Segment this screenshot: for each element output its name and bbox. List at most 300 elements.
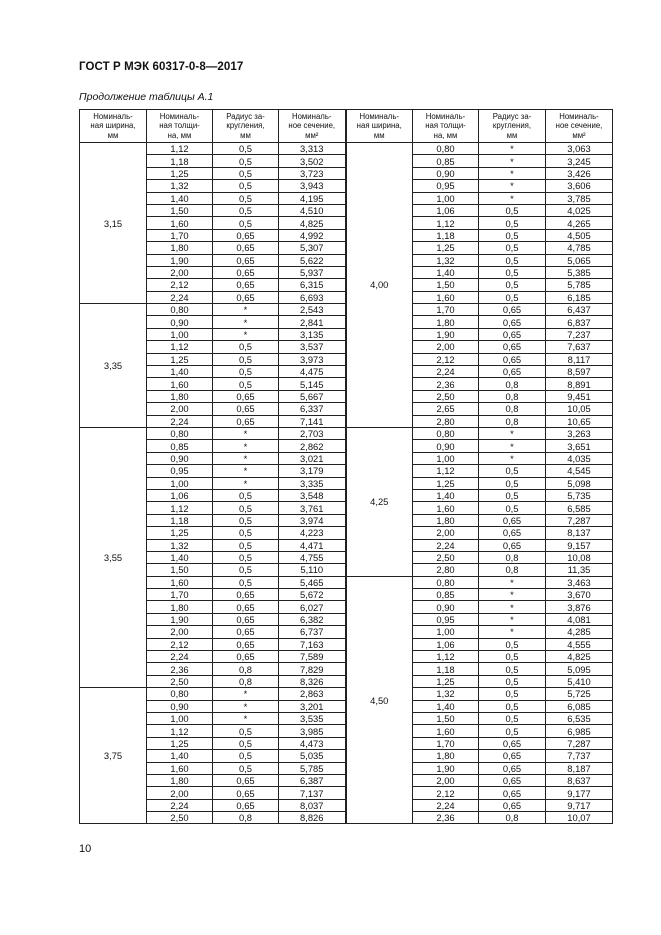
section-cell: 2,543 [279,304,346,316]
radius-cell: 0,65 [479,328,546,340]
radius-cell: 0,5 [479,477,546,489]
radius-cell: 0,5 [479,204,546,216]
radius-cell: 0,5 [213,737,279,749]
radius-cell: * [479,626,546,638]
section-cell: 8,117 [546,353,613,365]
section-cell: 8,187 [546,762,613,774]
section-cell: 5,735 [546,489,613,501]
radius-cell: * [479,589,546,601]
thickness-cell: 2,24 [147,415,213,427]
thickness-cell: 2,00 [413,341,479,353]
radius-cell: 0,5 [213,539,279,551]
thickness-cell: 0,90 [413,601,479,613]
radius-cell: 0,5 [479,279,546,291]
thickness-cell: 2,80 [413,415,479,427]
section-cell: 9,451 [546,390,613,402]
section-cell: 4,081 [546,613,613,625]
radius-cell: 0,65 [213,626,279,638]
section-cell: 3,985 [279,725,346,737]
section-cell: 5,065 [546,254,613,266]
thickness-cell: 1,32 [147,180,213,192]
section-cell: 6,437 [546,304,613,316]
thickness-cell: 1,50 [147,564,213,576]
radius-cell: 0,5 [479,712,546,724]
radius-cell: 0,5 [479,489,546,501]
thickness-cell: 2,12 [147,279,213,291]
thickness-cell: 1,12 [147,341,213,353]
section-cell: 7,141 [279,415,346,427]
thickness-cell: 1,12 [413,651,479,663]
thickness-cell: 1,50 [147,204,213,216]
radius-cell: 0,65 [213,589,279,601]
section-cell: 3,785 [546,192,613,204]
section-cell: 7,287 [546,737,613,749]
radius-cell: * [213,700,279,712]
section-cell: 8,326 [279,675,346,687]
thickness-cell: 1,40 [147,750,213,762]
radius-cell: * [213,328,279,340]
radius-cell: 0,65 [213,601,279,613]
section-cell: 5,098 [546,477,613,489]
section-cell: 8,037 [279,799,346,811]
radius-cell: 0,5 [213,502,279,514]
thickness-cell: 1,12 [413,465,479,477]
section-cell: 6,387 [279,774,346,786]
section-cell: 10,65 [546,415,613,427]
section-cell: 3,201 [279,700,346,712]
thickness-cell: 1,40 [413,266,479,278]
table-caption: Продолжение таблицы А.1 [79,91,214,103]
section-cell: 3,670 [546,589,613,601]
section-cell: 9,717 [546,799,613,811]
thickness-cell: 2,36 [413,812,479,824]
radius-cell: * [479,440,546,452]
nominal-width-cell: 4,00 [346,143,413,428]
section-cell: 3,063 [546,143,613,155]
radius-cell: 0,65 [213,787,279,799]
section-cell: 6,837 [546,316,613,328]
radius-cell: 0,65 [213,403,279,415]
radius-cell: 0,5 [213,378,279,390]
thickness-cell: 0,95 [413,613,479,625]
section-cell: 4,505 [546,229,613,241]
radius-cell: * [213,440,279,452]
page-number: 10 [79,843,92,855]
table-row [80,427,613,439]
section-cell: 3,606 [546,180,613,192]
thickness-cell: 1,80 [413,316,479,328]
section-cell: 8,891 [546,378,613,390]
thickness-cell: 2,24 [413,799,479,811]
thickness-cell: 1,80 [413,514,479,526]
thickness-cell: 2,36 [413,378,479,390]
section-cell: 6,027 [279,601,346,613]
radius-cell: 0,5 [213,341,279,353]
section-cell: 3,974 [279,514,346,526]
thickness-cell: 1,40 [413,489,479,501]
thickness-cell: 1,32 [413,688,479,700]
radius-cell: 0,65 [213,279,279,291]
radius-cell: 0,5 [213,143,279,155]
thickness-cell: 1,60 [413,291,479,303]
section-cell: 5,385 [546,266,613,278]
section-cell: 8,137 [546,527,613,539]
nominal-width-cell: 3,55 [80,427,147,687]
section-cell: 7,237 [546,328,613,340]
radius-cell: 0,65 [479,774,546,786]
radius-cell: 0,65 [479,799,546,811]
section-cell: 5,725 [546,688,613,700]
thickness-cell: 1,60 [147,378,213,390]
nominal-width-cell: 4,50 [346,576,413,824]
thickness-cell: 1,40 [147,192,213,204]
radius-cell: 0,5 [479,725,546,737]
section-cell: 2,703 [279,427,346,439]
section-cell: 5,622 [279,254,346,266]
section-cell: 3,723 [279,167,346,179]
radius-cell: 0,5 [213,180,279,192]
section-cell: 9,157 [546,539,613,551]
thickness-cell: 1,70 [413,737,479,749]
section-cell: 6,985 [546,725,613,737]
thickness-cell: 1,60 [413,502,479,514]
section-cell: 6,535 [546,712,613,724]
dimensions-table [79,109,613,824]
thickness-cell: 2,00 [147,787,213,799]
section-cell: 3,651 [546,440,613,452]
section-cell: 6,337 [279,403,346,415]
thickness-cell: 1,06 [413,638,479,650]
thickness-cell: 1,25 [147,353,213,365]
radius-cell: 0,5 [479,638,546,650]
nominal-width-cell: 3,15 [80,143,147,304]
section-cell: 5,307 [279,242,346,254]
section-cell: 4,471 [279,539,346,551]
section-cell: 5,095 [546,663,613,675]
radius-cell: 0,8 [479,390,546,402]
radius-cell: 0,5 [479,229,546,241]
thickness-cell: 1,50 [413,279,479,291]
thickness-cell: 1,18 [147,514,213,526]
section-cell: 4,195 [279,192,346,204]
section-cell: 5,410 [546,675,613,687]
thickness-cell: 0,80 [413,427,479,439]
radius-cell: 0,65 [213,291,279,303]
section-cell: 4,825 [546,651,613,663]
radius-cell: * [213,688,279,700]
table-body [80,143,613,824]
radius-cell: 0,65 [479,316,546,328]
radius-cell: * [479,576,546,588]
radius-cell: * [479,192,546,204]
thickness-cell: 2,00 [413,774,479,786]
section-cell: 7,589 [279,651,346,663]
section-cell: 4,992 [279,229,346,241]
radius-cell: 0,65 [213,266,279,278]
thickness-cell: 0,90 [147,700,213,712]
thickness-cell: 1,25 [413,477,479,489]
radius-cell: * [213,452,279,464]
radius-cell: * [479,155,546,167]
radius-cell: 0,65 [213,774,279,786]
radius-cell: 0,5 [213,353,279,365]
section-cell: 3,943 [279,180,346,192]
section-cell: 6,315 [279,279,346,291]
radius-cell: 0,65 [479,750,546,762]
radius-cell: 0,5 [479,663,546,675]
thickness-cell: 0,80 [147,427,213,439]
section-cell: 3,761 [279,502,346,514]
radius-cell: 0,5 [213,489,279,501]
section-cell: 3,021 [279,452,346,464]
radius-cell: * [213,477,279,489]
radius-cell: * [479,180,546,192]
radius-cell: 0,5 [213,762,279,774]
section-cell: 3,263 [546,427,613,439]
section-cell: 3,876 [546,601,613,613]
radius-cell: 0,5 [479,675,546,687]
section-cell: 7,637 [546,341,613,353]
thickness-cell: 2,50 [413,551,479,563]
radius-cell: 0,8 [479,564,546,576]
section-cell: 3,335 [279,477,346,489]
thickness-cell: 2,00 [147,626,213,638]
radius-cell: 0,8 [479,551,546,563]
section-cell: 7,737 [546,750,613,762]
radius-cell: 0,5 [479,242,546,254]
section-cell: 4,285 [546,626,613,638]
section-cell: 3,463 [546,576,613,588]
radius-cell: 0,65 [213,390,279,402]
radius-cell: 0,5 [479,688,546,700]
thickness-cell: 1,80 [147,601,213,613]
radius-cell: 0,5 [479,651,546,663]
thickness-cell: 1,18 [413,663,479,675]
radius-cell: 0,65 [479,514,546,526]
thickness-cell: 1,40 [147,551,213,563]
thickness-cell: 1,80 [413,750,479,762]
radius-cell: 0,5 [479,465,546,477]
section-cell: 8,637 [546,774,613,786]
section-cell: 6,382 [279,613,346,625]
section-cell: 5,785 [279,762,346,774]
radius-cell: 0,65 [213,229,279,241]
radius-cell: 0,65 [213,613,279,625]
radius-cell: 0,5 [479,700,546,712]
thickness-cell: 1,32 [413,254,479,266]
radius-cell: 0,5 [213,725,279,737]
radius-cell: 0,65 [213,415,279,427]
section-cell: 4,473 [279,737,346,749]
radius-cell: 0,5 [479,217,546,229]
section-cell: 10,07 [546,812,613,824]
thickness-cell: 0,85 [147,440,213,452]
thickness-cell: 1,00 [147,328,213,340]
section-cell: 5,465 [279,576,346,588]
section-cell: 6,185 [546,291,613,303]
section-cell: 4,265 [546,217,613,229]
thickness-cell: 0,90 [147,452,213,464]
document-header: ГОСТ Р МЭК 60317-0-8—2017 [79,61,244,73]
section-cell: 4,785 [546,242,613,254]
table-row [80,576,613,588]
section-cell: 4,475 [279,366,346,378]
section-cell: 10,05 [546,403,613,415]
section-cell: 3,537 [279,341,346,353]
radius-cell: 0,65 [479,304,546,316]
thickness-cell: 1,80 [147,774,213,786]
section-cell: 4,755 [279,551,346,563]
radius-cell: 0,65 [479,353,546,365]
section-cell: 4,825 [279,217,346,229]
section-cell: 3,426 [546,167,613,179]
thickness-cell: 2,24 [413,539,479,551]
thickness-cell: 1,50 [413,712,479,724]
thickness-cell: 2,24 [147,651,213,663]
section-cell: 5,672 [279,589,346,601]
header-row [80,110,613,143]
radius-cell: 0,65 [479,341,546,353]
thickness-cell: 2,00 [147,266,213,278]
thickness-cell: 1,40 [147,366,213,378]
radius-cell: 0,65 [213,242,279,254]
thickness-cell: 0,90 [413,167,479,179]
section-cell: 3,313 [279,143,346,155]
radius-cell: 0,65 [479,787,546,799]
section-cell: 4,025 [546,204,613,216]
thickness-cell: 1,12 [147,502,213,514]
thickness-cell: 1,90 [147,254,213,266]
radius-cell: * [479,452,546,464]
thickness-cell: 1,12 [147,725,213,737]
thickness-cell: 2,80 [413,564,479,576]
radius-cell: 0,8 [213,663,279,675]
thickness-cell: 2,50 [147,812,213,824]
thickness-cell: 0,85 [413,589,479,601]
header-radius-left: Радиус за- кругления, мм [213,110,279,143]
section-cell: 2,841 [279,316,346,328]
radius-cell: * [213,316,279,328]
section-cell: 5,937 [279,266,346,278]
thickness-cell: 1,32 [147,539,213,551]
thickness-cell: 1,40 [413,700,479,712]
thickness-cell: 0,85 [413,155,479,167]
section-cell: 4,223 [279,527,346,539]
thickness-cell: 1,00 [413,626,479,638]
thickness-cell: 1,70 [147,589,213,601]
section-cell: 2,862 [279,440,346,452]
radius-cell: 0,65 [213,254,279,266]
section-cell: 6,585 [546,502,613,514]
thickness-cell: 1,12 [147,143,213,155]
section-cell: 3,535 [279,712,346,724]
thickness-cell: 2,50 [147,675,213,687]
nominal-width-cell: 3,35 [80,304,147,428]
section-cell: 4,545 [546,465,613,477]
thickness-cell: 1,18 [147,155,213,167]
radius-cell: 0,5 [213,564,279,576]
radius-cell: 0,65 [479,366,546,378]
section-cell: 7,163 [279,638,346,650]
radius-cell: 0,5 [479,502,546,514]
thickness-cell: 0,80 [147,304,213,316]
thickness-cell: 0,80 [413,576,479,588]
radius-cell: 0,65 [479,737,546,749]
section-cell: 4,555 [546,638,613,650]
radius-cell: 0,5 [213,192,279,204]
radius-cell: 0,65 [479,527,546,539]
radius-cell: * [479,613,546,625]
section-cell: 8,597 [546,366,613,378]
radius-cell: 0,8 [213,675,279,687]
header-radius-right: Радиус за- кругления, мм [479,110,546,143]
thickness-cell: 1,25 [413,242,479,254]
radius-cell: 0,8 [479,403,546,415]
thickness-cell: 1,60 [147,217,213,229]
thickness-cell: 2,12 [413,353,479,365]
radius-cell: * [213,304,279,316]
radius-cell: 0,5 [479,291,546,303]
section-cell: 5,035 [279,750,346,762]
section-cell: 3,135 [279,328,346,340]
section-cell: 8,826 [279,812,346,824]
header-section-right: Номиналь- ное сечение, мм² [546,110,613,143]
thickness-cell: 1,00 [147,712,213,724]
thickness-cell: 2,24 [413,366,479,378]
section-cell: 3,502 [279,155,346,167]
thickness-cell: 2,12 [413,787,479,799]
section-cell: 6,693 [279,291,346,303]
header-thickness-right: Номиналь- ная толщи- на, мм [413,110,479,143]
thickness-cell: 1,80 [147,390,213,402]
header-thickness-left: Номиналь- ная толщи- на, мм [147,110,213,143]
thickness-cell: 1,70 [147,229,213,241]
thickness-cell: 2,24 [147,799,213,811]
thickness-cell: 1,80 [147,242,213,254]
thickness-cell: 1,90 [147,613,213,625]
thickness-cell: 1,25 [413,675,479,687]
section-cell: 3,973 [279,353,346,365]
section-cell: 3,245 [546,155,613,167]
thickness-cell: 0,80 [147,688,213,700]
thickness-cell: 1,70 [413,304,479,316]
thickness-cell: 1,00 [413,192,479,204]
radius-cell: 0,8 [479,812,546,824]
nominal-width-cell: 4,25 [346,427,413,576]
radius-cell: 0,65 [479,762,546,774]
radius-cell: * [479,601,546,613]
thickness-cell: 1,00 [413,452,479,464]
radius-cell: * [479,427,546,439]
radius-cell: * [213,712,279,724]
section-cell: 6,085 [546,700,613,712]
thickness-cell: 2,50 [413,390,479,402]
section-cell: 6,737 [279,626,346,638]
thickness-cell: 1,06 [147,489,213,501]
radius-cell: * [479,167,546,179]
thickness-cell: 1,25 [147,527,213,539]
thickness-cell: 1,12 [413,217,479,229]
radius-cell: 0,5 [213,514,279,526]
nominal-width-cell: 3,75 [80,688,147,824]
radius-cell: 0,5 [213,576,279,588]
radius-cell: 0,5 [213,167,279,179]
thickness-cell: 2,65 [413,403,479,415]
section-cell: 3,548 [279,489,346,501]
radius-cell: 0,65 [213,638,279,650]
radius-cell: 0,8 [213,812,279,824]
section-cell: 3,179 [279,465,346,477]
